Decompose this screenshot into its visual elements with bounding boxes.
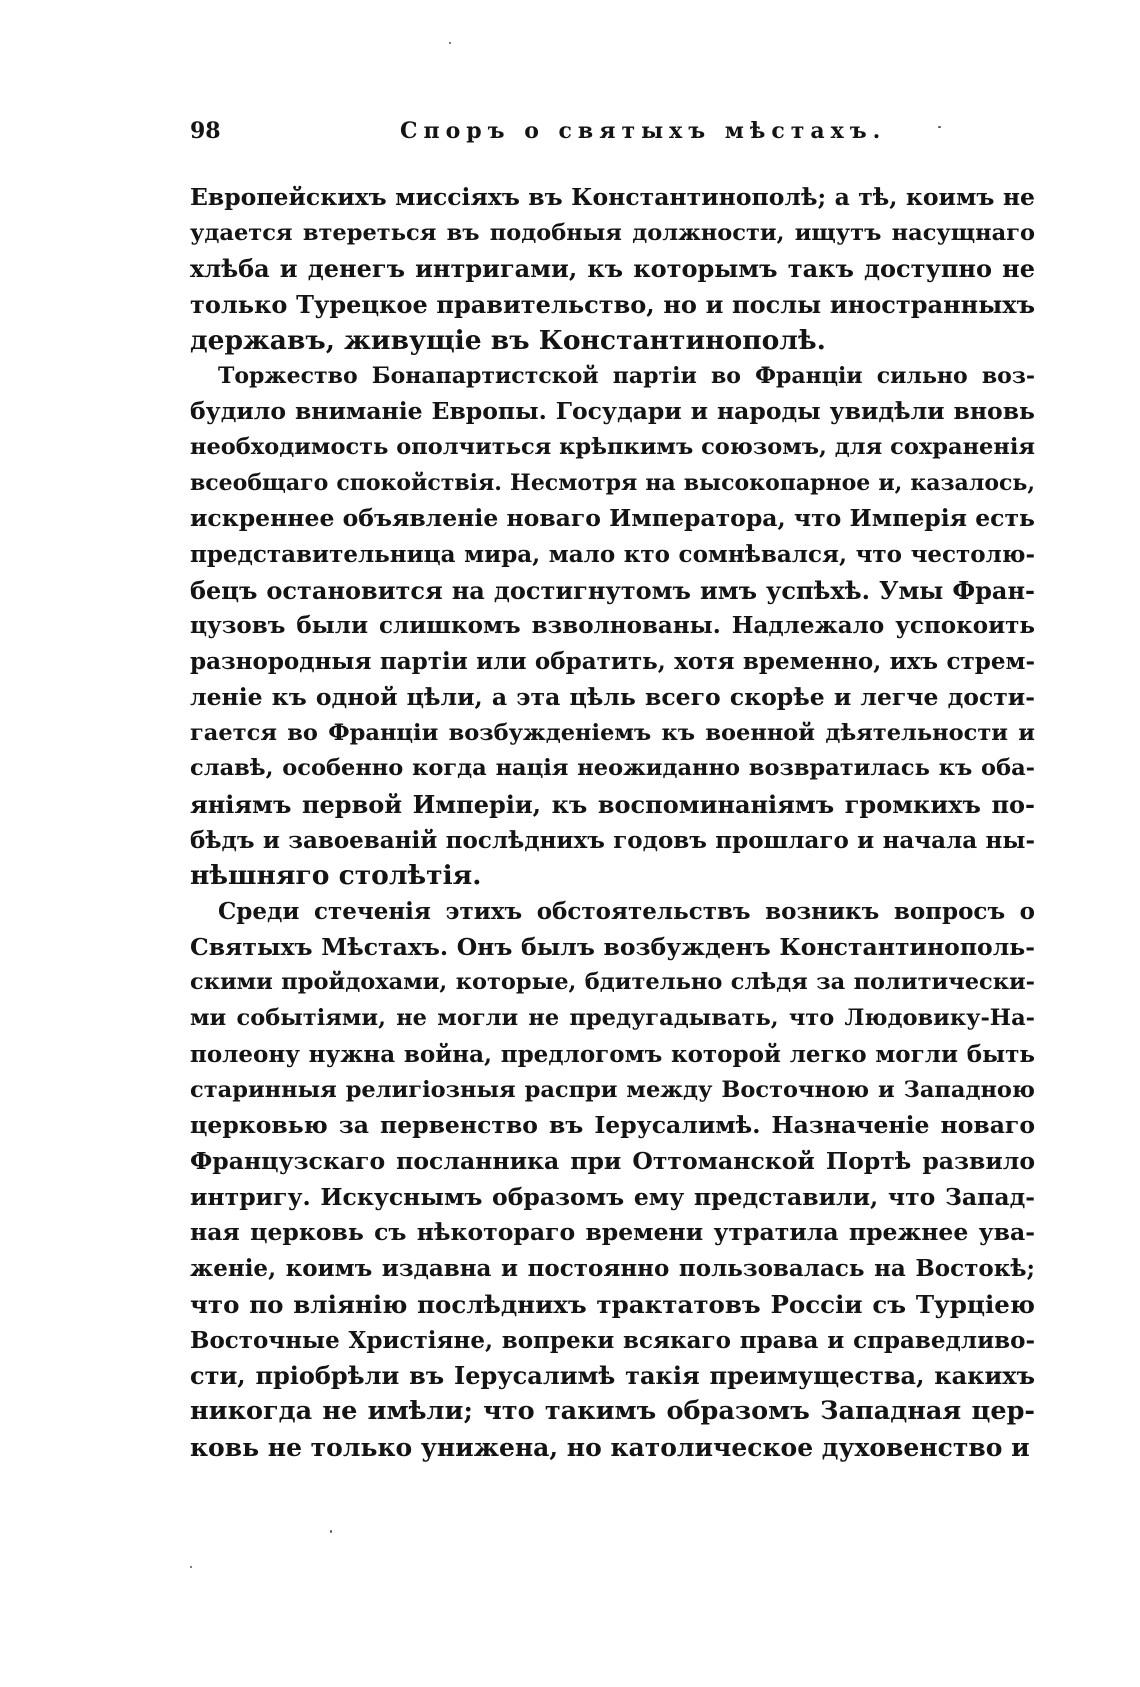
text-line: только Турецкое правительство, но и послы иностранныхъ bbox=[190, 290, 1035, 320]
running-title: Споръ о святыхъ мѣстахъ. bbox=[400, 118, 887, 144]
text-line: Европейскихъ миссіяхъ въ Константинополѣ; а тѣ, коимъ не bbox=[190, 183, 1035, 211]
text-line: цузовъ были слишкомъ взволнованы. Надлежало успокоить bbox=[190, 612, 1035, 640]
print-speck bbox=[330, 1530, 332, 1533]
text-line: бѣдъ и завоеваній послѣднихъ годовъ прошлаго и начала ны- bbox=[190, 826, 1035, 854]
text-line: нѣшняго столѣтія. bbox=[190, 860, 482, 892]
text-line: Восточные Христіяне, вопреки всякаго права и справедливо- bbox=[190, 1326, 1035, 1354]
text-line: старинныя религіозныя распри между Восточною и Западною bbox=[190, 1076, 1035, 1103]
text-line: державъ, живущіе въ Константинополѣ. bbox=[190, 324, 826, 356]
text-line: Французскаго посланника при Оттоманской Портѣ развило bbox=[190, 1146, 1035, 1175]
print-speck bbox=[190, 1566, 192, 1568]
text-line: Святыхъ Мѣстахъ. Онъ былъ возбужденъ Константинополь- bbox=[190, 932, 1035, 961]
text-line: Торжество Бонапартистской партіи во Франціи сильно воз- bbox=[218, 362, 1035, 389]
paragraph bbox=[190, 180, 1035, 359]
text-line: скими пройдохами, которые, бдительно слѣдя за политически- bbox=[190, 969, 1035, 996]
print-speck bbox=[938, 126, 941, 128]
text-line: необходимость ополчиться крѣпкимъ союзомъ, для сохраненія bbox=[190, 433, 1035, 460]
text-line: ная церковь съ нѣкотораго времени утратила прежнее ува- bbox=[190, 1218, 1035, 1247]
text-line: хлѣба и денегъ интригами, къ которымъ такъ доступно не bbox=[190, 254, 1035, 284]
text-line: славѣ, особенно когда нація неожиданно возвратилась къ оба- bbox=[190, 755, 1035, 782]
print-speck bbox=[449, 42, 451, 44]
body-text bbox=[190, 180, 1035, 1465]
text-line: что по вліянію послѣднихъ трактатовъ Россіи съ Турціею bbox=[190, 1289, 1035, 1319]
text-line: леніе къ одной цѣли, а эта цѣль всего скорѣе и легче дости- bbox=[190, 682, 1035, 711]
text-line: ми событіями, не могли не предугадывать, что Людовику-На- bbox=[190, 1005, 1035, 1032]
paragraph bbox=[190, 359, 1035, 895]
text-line: искреннее объявленіе новаго Императора, что Имперія есть bbox=[190, 504, 1035, 533]
text-line: женіе, коимъ издавна и постоянно пользовалась на Востокѣ; bbox=[190, 1255, 1035, 1283]
text-line: удается втереться въ подобныя должности, ищутъ насущнаго bbox=[190, 219, 1035, 246]
text-line: интригу. Искуснымъ образомъ ему представили, что Запад- bbox=[190, 1182, 1035, 1211]
text-line: церковью за первенство въ Іерусалимѣ. Назначеніе новаго bbox=[190, 1111, 1035, 1140]
text-line: гается во Франціи возбужденіемъ къ военной дѣятельности и bbox=[190, 719, 1035, 746]
text-line: ковь не только унижена, но католическое духовенство и bbox=[190, 1432, 1030, 1462]
page-number: 98 bbox=[190, 118, 221, 144]
text-line: полеону нужна война, предлогомъ которой легко могли быть bbox=[190, 1040, 1035, 1068]
paragraph bbox=[190, 894, 1035, 1465]
text-line: разнородныя партіи или обратить, хотя временно, ихъ стрем- bbox=[190, 648, 1035, 676]
text-line: бецъ остановится на достигнутомъ имъ успѣхѣ. Умы Фран- bbox=[190, 575, 1035, 605]
text-line: всеобщаго спокойствія. Несмотря на высокопарное и, казалось, bbox=[190, 469, 1035, 496]
text-line: представительница мира, мало кто сомнѣвался, что честолю- bbox=[190, 541, 1035, 569]
text-line: будило вниманіе Европы. Государи и народы увидѣли вновь bbox=[190, 397, 1035, 426]
text-line: сти, пріобрѣли въ Іерусалимѣ такія преимущества, какихъ bbox=[190, 1361, 1035, 1391]
text-line: Среди стеченія этихъ обстоятельствъ возникъ вопросъ о bbox=[218, 898, 1035, 926]
text-line: никогда не имѣли; что такимъ образомъ Западная цер- bbox=[190, 1395, 1035, 1426]
text-line: яніямъ первой Имперіи, къ воспоминаніямъ громкихъ по- bbox=[190, 789, 1035, 819]
page-header bbox=[190, 118, 1035, 148]
